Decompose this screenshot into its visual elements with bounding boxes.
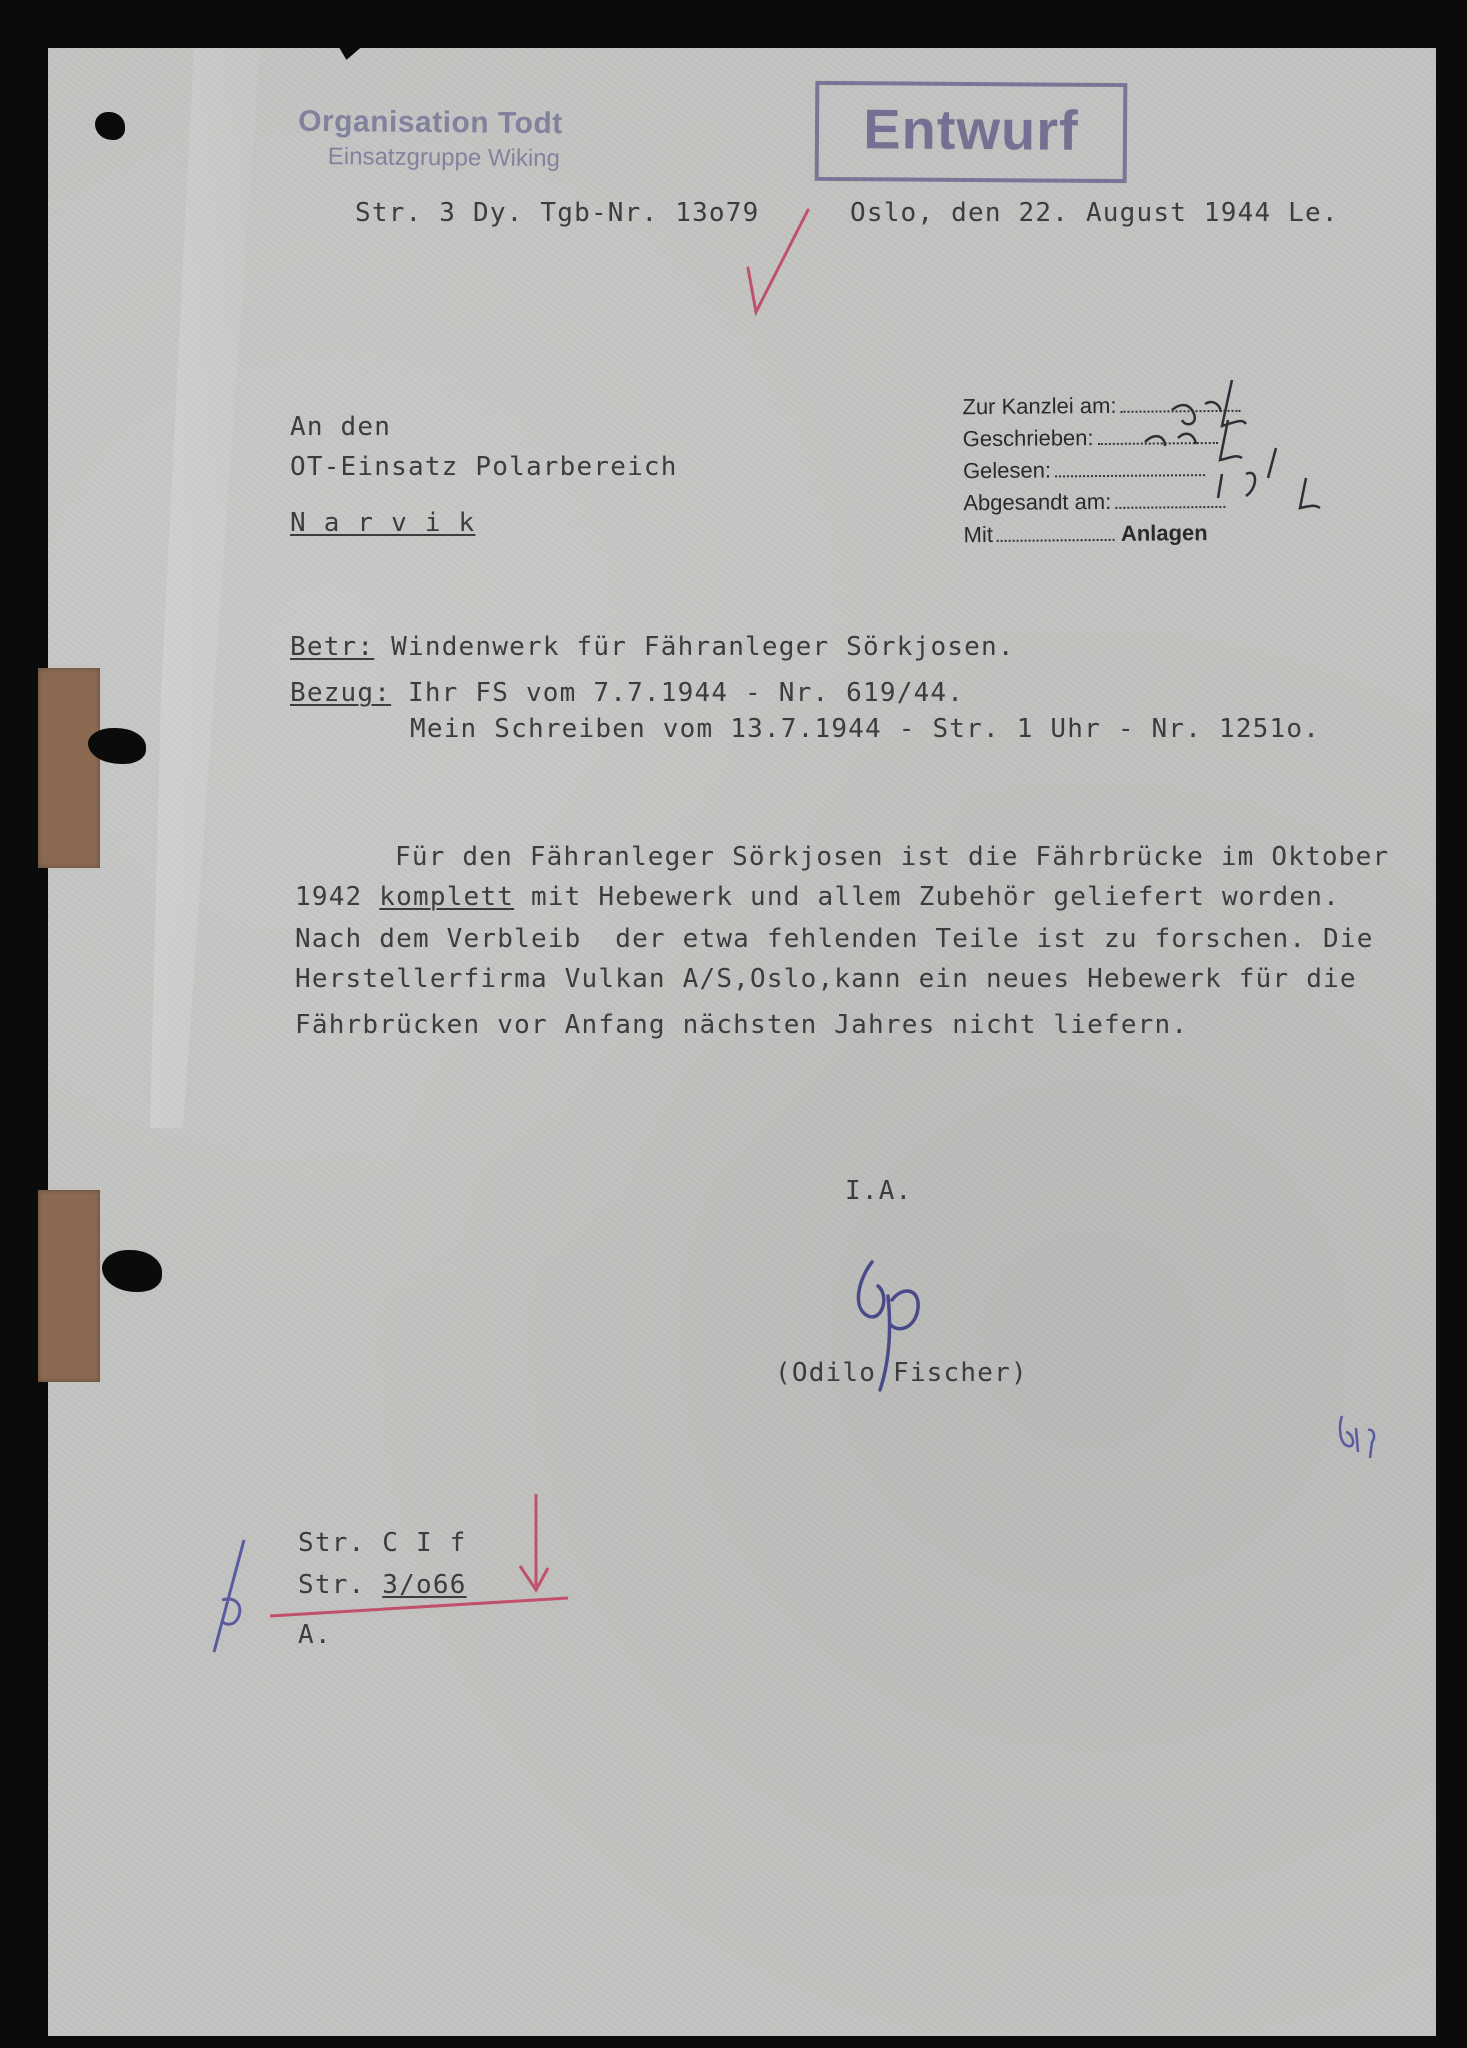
dotted-line — [997, 539, 1115, 542]
adhesive-tape — [38, 1190, 100, 1382]
subject-text: Windenwerk für Fähranleger Sörkjosen. — [374, 632, 1015, 662]
org-stamp-line2: Einsatzgruppe Wiking — [327, 143, 561, 173]
dotted-line — [1098, 442, 1218, 445]
org-stamp-line1: Organisation Todt — [298, 104, 563, 141]
reference-line2: Mein Schreiben vom 13.7.1944 - Str. 1 Uhr - Nr. 1251o. — [410, 714, 1321, 744]
dotted-line — [1115, 506, 1225, 509]
body-text: mit Hebewerk und allem Zubehör geliefert worden. — [514, 882, 1340, 912]
subject-label: Betr: — [290, 632, 375, 662]
adhesive-tape — [38, 668, 100, 868]
distribution-line2 — [298, 1572, 467, 1598]
draft-stamp: Entwurf — [815, 81, 1128, 183]
signatory-name: (Odilo Fischer) — [775, 1358, 1028, 1388]
recipient-city: N a r v i k — [290, 508, 476, 538]
reference-text: Ihr FS vom 7.7.1944 - Nr. 619/44. — [391, 678, 965, 708]
registry-label: Abgesandt am: — [963, 488, 1112, 516]
document-sheet — [48, 48, 1436, 2036]
body-text-underlined: komplett — [379, 882, 515, 912]
body-line3: Nach dem Verbleib der etwa fehlenden Teile ist zu forschen. Die — [295, 924, 1374, 954]
dotted-line — [1121, 410, 1241, 413]
registry-row-received — [962, 389, 1240, 423]
distribution-text-underlined: 3/o66 — [382, 1570, 467, 1600]
reference-line — [290, 680, 964, 706]
distribution-text: Str. — [298, 1570, 383, 1600]
body-text: 1942 — [295, 882, 380, 912]
registry-stamp — [962, 389, 1241, 551]
place-date: Oslo, den 22. August 1944 Le. — [850, 198, 1339, 228]
closing-ia: I.A. — [845, 1176, 913, 1206]
body-line4: Herstellerfirma Vulkan A/S,Oslo,kann ein neues Hebewerk für die — [295, 964, 1357, 994]
registry-label: Anlagen — [1120, 520, 1208, 546]
registry-row-enclosures — [963, 517, 1241, 551]
recipient-line2: OT-Einsatz Polarbereich — [290, 452, 678, 482]
body-line5: Fährbrücken vor Anfang nächsten Jahres nicht liefern. — [295, 1010, 1189, 1040]
distribution-line1: Str. C I f — [298, 1528, 467, 1558]
registry-label: Mit — [963, 521, 993, 548]
organisation-stamp — [298, 105, 563, 173]
registry-label: Gelesen: — [962, 457, 1052, 484]
distribution-line3: A. — [298, 1620, 332, 1650]
registry-row-read — [963, 453, 1241, 487]
recipient-line1: An den — [290, 412, 392, 442]
subject-line — [290, 634, 1015, 660]
registry-row-written — [963, 421, 1241, 455]
registry-label: Zur Kanzlei am: — [962, 392, 1117, 420]
registry-row-sent — [963, 485, 1241, 519]
registry-label: Geschrieben: — [962, 425, 1094, 452]
reference-number: Str. 3 Dy. Tgb-Nr. 13o79 — [355, 198, 760, 228]
reference-label: Bezug: — [290, 678, 392, 708]
dotted-line — [1055, 474, 1205, 477]
body-line1: Für den Fähranleger Sörkjosen ist die Fährbrücke im Oktober — [395, 842, 1390, 872]
body-line2 — [295, 884, 1340, 910]
